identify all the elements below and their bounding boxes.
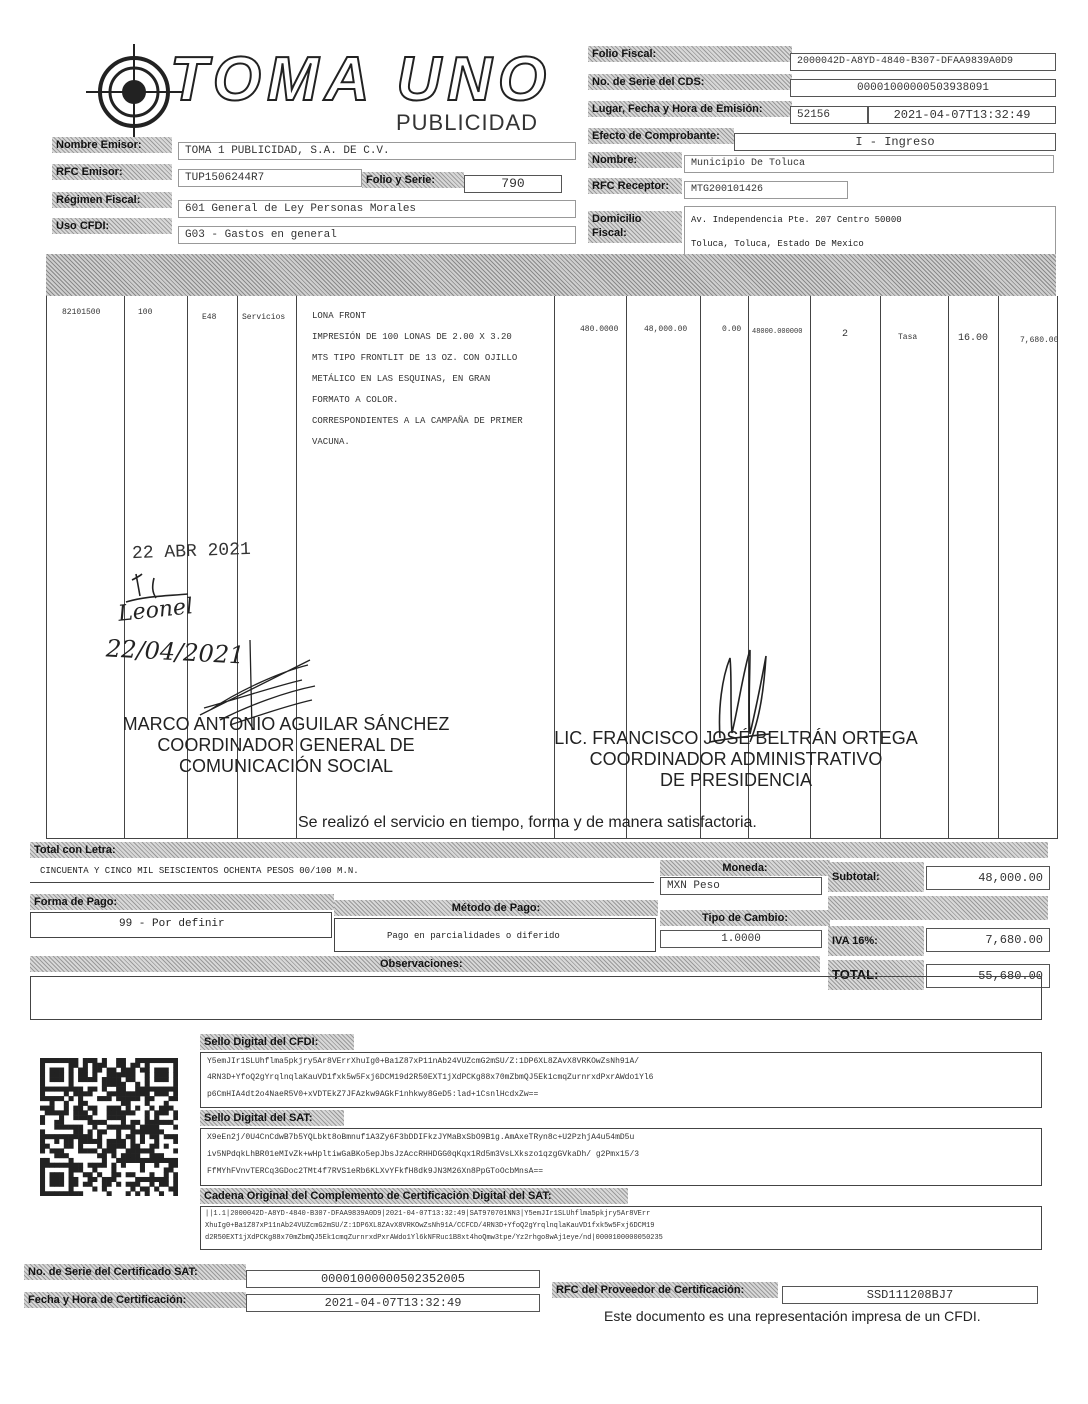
left-signer-role: COMUNICACIÓN SOCIAL	[178, 756, 394, 776]
metodo-pago-box	[334, 918, 656, 952]
item-description-line: FORMATO A COLOR.	[312, 395, 399, 405]
iva-label: IVA 16%:	[828, 926, 924, 956]
item-description-title: LONA FRONT	[312, 311, 367, 321]
sello-cfdi-line: 4RN3D+YfoQ2gYrqlnqlaKauVD1fxk5w5Fxj6DCM19d2R50EXT1jXdPCKg88x70mZbmQJ5Ek1cmqZurnrxdPxrAWdo1Yl6	[207, 1073, 654, 1082]
sello-cfdi-label: Sello Digital del CFDI:	[200, 1034, 354, 1050]
right-signer-name: LIC. FRANCISCO JOSÉ BELTRÁN ORTEGA	[554, 728, 918, 748]
domicilio-line-1: Av. Independencia Pte. 207 Centro 50000	[691, 215, 902, 225]
left-signer-role: COORDINADOR GENERAL DE	[157, 735, 415, 755]
item-description-line: VACUNA.	[312, 437, 350, 447]
efecto-value: I - Ingreso	[734, 133, 1056, 151]
item-tipo-factor: Tasa	[898, 333, 918, 342]
brand-subtitle: PUBLICIDAD	[396, 110, 539, 135]
serie-sat-value: 00001000000502352005	[246, 1270, 540, 1288]
total-letra-value: CINCUENTA Y CINCO MIL SEISCIENTOS OCHENTA PESOS 00/100 M.N.	[40, 866, 359, 876]
folio-fiscal-value: 2000042D-A8YD-4840-B307-DFAA9839A0D9	[790, 53, 1056, 71]
item-unidad: Servicios	[242, 313, 286, 322]
total-letra-box	[30, 860, 654, 883]
sello-cfdi-line: p6CmHIA4dt2o4NaeR5V0+xVDTEkZ7JFAzkw9AGkF1nhkwy8GeD5:lad+1CsnlHcdxZw==	[207, 1090, 539, 1099]
tipo-cambio-value: 1.0000	[660, 930, 822, 948]
subtotal-label: Subtotal:	[828, 862, 924, 892]
tipo-cambio-label: Tipo de Cambio:	[660, 910, 830, 926]
left-signer-name: MARCO ANTONIO AGUILAR SÁNCHEZ	[122, 714, 450, 734]
item-descuento: 0.00	[722, 325, 742, 334]
rfc-proveedor-value: SSD111208BJ7	[782, 1286, 1038, 1304]
item-description	[312, 306, 552, 453]
sello-sat-line: FfMYhFVnvTERCq3GDoc2TMt4f7RVS1eRb6KLXvYFkfH8dk9JN3M26Xn8PpGToOcbMnsA==	[207, 1167, 544, 1176]
qr-code	[40, 1058, 178, 1196]
cadena-original-label: Cadena Original del Complemento de Certificación Digital del SAT:	[200, 1188, 628, 1204]
company-logo	[78, 40, 578, 140]
forma-pago-value: 99 - Por definir	[119, 918, 225, 930]
target-icon	[86, 44, 182, 140]
metodo-pago-label: Método de Pago:	[334, 900, 658, 916]
uso-cfdi-value: G03 - Gastos en general	[178, 226, 576, 244]
impuestos-band	[828, 896, 1048, 920]
cadena-original-line: ||1.1|2000042D-A8YD-4840-B307-DFAA9839A0D9|2021-04-07T13:32:49|SAT970701NN3|Y5emJIr1SLUhflma5pkjry5Ar8VErr	[205, 1210, 651, 1218]
serie-sat-label: No. de Serie del Certificado SAT:	[24, 1264, 246, 1280]
item-tasa: 16.00	[958, 333, 989, 344]
nombre-emisor-label: Nombre Emisor:	[52, 137, 172, 153]
serie-cds-label: No. de Serie del CDS:	[588, 74, 792, 90]
regimen-value: 601 General de Ley Personas Morales	[178, 200, 576, 218]
serie-cds-value: 00001000000503938091	[790, 79, 1056, 97]
left-signer-block	[96, 714, 476, 777]
domicilio-line-2: Toluca, Toluca, Estado De Mexico	[691, 239, 864, 249]
sello-sat-line: iv5NPdqkLhBR01eMIvZk+wHpltiwGaBKo5epJbsJzAccRHHDGG0qKqx1Rd5m3VsLXkszo1qzgGVkaDh/ g2Pmx15/3	[207, 1150, 640, 1159]
rfc-receptor-label: RFC Receptor:	[588, 178, 682, 194]
item-clave-producto: 82101500	[62, 308, 101, 317]
sello-sat-label: Sello Digital del SAT:	[200, 1110, 344, 1126]
lugar-fecha-label: Lugar, Fecha y Hora de Emisión:	[588, 101, 792, 117]
item-base: 48000.000000	[752, 328, 803, 336]
item-importe: 48,000.00	[644, 325, 688, 334]
efecto-label: Efecto de Comprobante:	[588, 128, 734, 144]
sello-cfdi-box	[200, 1052, 1042, 1108]
cadena-original-box	[200, 1206, 1042, 1250]
rfc-emisor-label: RFC Emisor:	[52, 164, 172, 180]
item-impuesto: 2	[842, 329, 849, 340]
folio-serie-label: Folio y Serie:	[362, 172, 464, 188]
item-importe-iva: 7,680.00	[1020, 336, 1059, 345]
nombre-emisor-value: TOMA 1 PUBLICIDAD, S.A. DE C.V.	[178, 142, 576, 160]
item-cantidad: 100	[138, 308, 153, 317]
iva-value: 7,680.00	[926, 928, 1050, 952]
fecha-cert-label: Fecha y Hora de Certificación:	[24, 1292, 246, 1308]
rfc-proveedor-label: RFC del Proveedor de Certificación:	[552, 1282, 778, 1298]
total-value: 55,680.00	[926, 964, 1050, 988]
handwritten-name: Leonel	[116, 594, 195, 627]
fecha-emision-value: 2021-04-07T13:32:49	[868, 106, 1056, 124]
cfdi-legend: Este documento es una representación impresa de un CFDI.	[604, 1308, 981, 1324]
right-signer-block	[536, 728, 936, 791]
nombre-receptor-value: Municipio De Toluca	[684, 155, 1054, 173]
moneda-value: MXN Peso	[660, 877, 822, 895]
item-clave-unidad: E48	[202, 313, 217, 322]
sello-cfdi-line: Y5emJIr1SLUhflma5pkjry5Ar8VErrXhuIg0+Ba1Z87xP11nAb24VUZcmG2mSU/Z:1DP6XL8ZAvX8VRKOwZsNh91A/	[207, 1057, 640, 1066]
observaciones-box	[30, 976, 1042, 1020]
right-signer-role: COORDINADOR ADMINISTRATIVO	[589, 749, 883, 769]
sello-sat-line: X9eEn2j/0U4CnCdwB7b5YQLbkt8oBmnuf1A3Zy6F3bDDIFkzJYMaBxSbO9B1g.AmAxeTRyn8c+U2PzhjA4u54mD5u	[207, 1133, 635, 1142]
item-valor-unitario: 480.0000	[580, 325, 619, 334]
rfc-emisor-value: TUP1506244R7	[178, 169, 362, 187]
moneda-label: Moneda:	[660, 860, 830, 876]
total-label: TOTAL:	[828, 960, 924, 990]
forma-pago-box	[30, 912, 332, 938]
item-description-line: CORRESPONDIENTES A LA CAMPAÑA DE PRIMER	[312, 416, 523, 426]
concepts-table-header	[46, 254, 1056, 296]
sello-sat-box	[200, 1128, 1042, 1186]
item-description-line: MTS TIPO FRONTLIT DE 13 OZ. CON OJILLO	[312, 353, 518, 363]
cadena-original-line: XhuIg0+Ba1Z87xP11nAb24VUZcmG2mSU/Z:1DP6XL8ZAvX8VRKOwZsNh91A/CCFCD/4RN3D+YfoQ2gYrqlnqlaKauVD1fxk5w5Fxj6DCM19	[205, 1222, 655, 1230]
cp-value: 52156	[790, 106, 868, 124]
regimen-label: Régimen Fiscal:	[52, 192, 172, 208]
nombre-receptor-label: Nombre:	[588, 152, 682, 168]
uso-cfdi-label: Uso CFDI:	[52, 218, 172, 234]
metodo-pago-value: Pago en parcialidades o diferido	[387, 931, 560, 941]
fecha-cert-value: 2021-04-07T13:32:49	[246, 1294, 540, 1312]
item-description-line: IMPRESIÓN DE 100 LONAS DE 2.00 X 3.20	[312, 332, 512, 342]
folio-fiscal-label: Folio Fiscal:	[588, 46, 792, 62]
handwritten-date: 22/04/2021	[105, 634, 245, 670]
total-letra-label: Total con Letra:	[30, 842, 1048, 858]
brand-name: TOMA UNO	[170, 45, 553, 114]
service-note: Se realizó el servicio en tiempo, forma y de manera satisfactoria.	[298, 814, 757, 831]
observaciones-label: Observaciones:	[30, 956, 820, 972]
domicilio-label: Domicilio Fiscal:	[588, 211, 682, 243]
forma-pago-label: Forma de Pago:	[30, 894, 334, 910]
received-stamp-date: 22 ABR 2021	[131, 539, 252, 565]
right-signer-role: DE PRESIDENCIA	[659, 770, 813, 790]
folio-serie-value: 790	[464, 175, 562, 193]
item-description-line: METÁLICO EN LAS ESQUINAS, EN GRAN	[312, 374, 491, 384]
rfc-receptor-value: MTG200101426	[684, 181, 848, 199]
cadena-original-line: d2R50EXT1jXdPCKg88x70mZbmQJ5Ek1cmqZurnrxdPxrAWdo1Yl6kNFRuc1B8xt4hoQmw3tpe/Yz2rhgo8wAj1eye/nd|0000100000050235	[205, 1234, 663, 1242]
subtotal-value: 48,000.00	[926, 866, 1050, 890]
